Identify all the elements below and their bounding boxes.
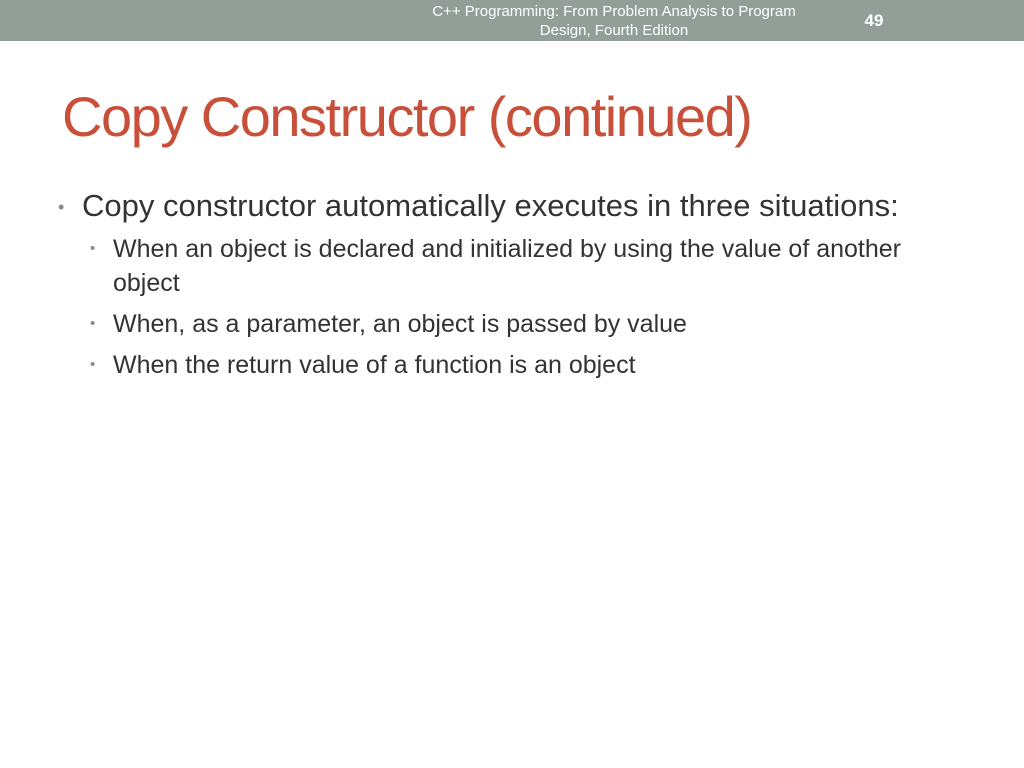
sub-bullet-dot-icon: • <box>90 315 96 332</box>
slide-content <box>58 186 938 389</box>
sub-bullet-text: When the return value of a function is an object <box>113 351 636 379</box>
sub-bullet-dot-icon: • <box>90 356 96 373</box>
book-caption <box>384 2 844 40</box>
header-bar <box>0 0 1024 41</box>
sub-bullet-text: When, as a parameter, an object is passed by value <box>113 310 687 338</box>
sub-bullet-list <box>58 232 938 382</box>
slide-title: Copy Constructor (continued) <box>62 85 752 148</box>
book-caption-line-1: C++ Programming: From Problem Analysis to Program <box>432 3 796 20</box>
bullet-text: Copy constructor automatically executes in three situations: <box>82 188 899 223</box>
bullet-item <box>58 186 938 226</box>
sub-bullet-dot-icon: • <box>90 240 96 257</box>
sub-bullet-item <box>90 307 938 341</box>
book-caption-line-2: Design, Fourth Edition <box>539 22 689 39</box>
sub-bullet-text: When an object is declared and initialized by using the value of another object <box>113 235 902 297</box>
sub-bullet-item <box>90 348 938 382</box>
slide-number: 49 <box>864 11 884 30</box>
bullet-dot-icon: • <box>58 197 65 217</box>
sub-bullet-item <box>90 232 938 300</box>
